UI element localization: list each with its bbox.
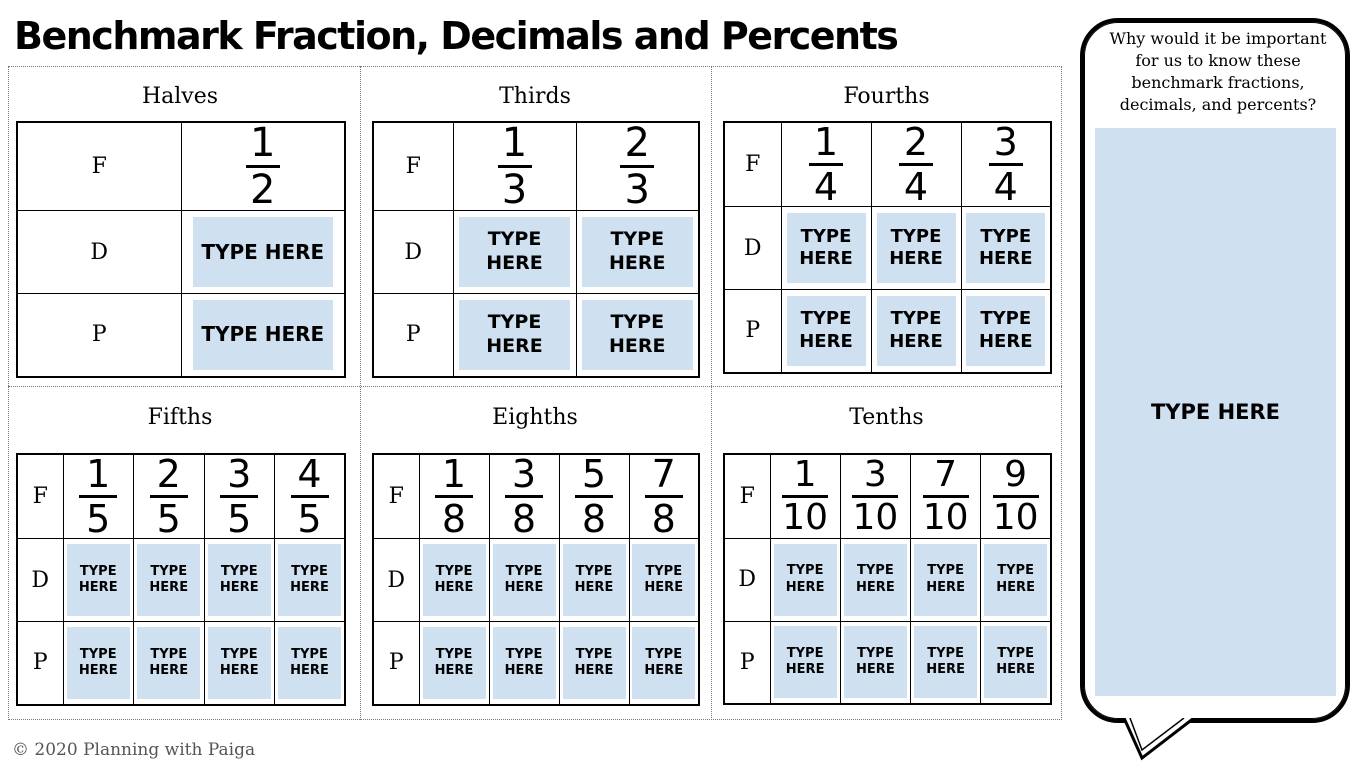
halves-table bbox=[16, 121, 346, 378]
fifths-percent-input-1[interactable] bbox=[67, 627, 130, 699]
reflection-answer-input[interactable]: TYPE HERE bbox=[1095, 128, 1336, 696]
percent-cell bbox=[63, 622, 134, 705]
fraction-cell bbox=[911, 454, 981, 538]
fifths-title: Fifths bbox=[147, 405, 213, 430]
eighths-percent-input-2[interactable] bbox=[493, 627, 556, 699]
placeholder-word: HERE bbox=[434, 580, 474, 595]
decimal-cell bbox=[63, 539, 134, 622]
fraction-1-5: $\frac{1}{5}$ bbox=[79, 455, 117, 538]
row-label-d: D bbox=[17, 539, 63, 622]
row-label-p: P bbox=[724, 621, 770, 704]
grid-divider bbox=[8, 386, 1062, 387]
fifths-percent-input-3[interactable] bbox=[208, 627, 271, 699]
placeholder-word: TYPE bbox=[927, 563, 964, 579]
percent-cell bbox=[204, 622, 275, 705]
tenths-table bbox=[723, 453, 1052, 705]
fraction-cell bbox=[770, 454, 840, 538]
fraction-cell bbox=[840, 454, 910, 538]
fraction-4-5: $\frac{4}{5}$ bbox=[291, 455, 329, 538]
placeholder-word: TYPE bbox=[997, 646, 1034, 661]
fourths-decimal-input-2[interactable] bbox=[877, 213, 956, 283]
percent-cell bbox=[489, 622, 559, 705]
placeholder-word: TYPE bbox=[890, 225, 942, 247]
percent-cell bbox=[961, 290, 1051, 373]
fraction-cell bbox=[629, 454, 699, 539]
halves-percent-input[interactable]: TYPE HERE bbox=[193, 300, 333, 370]
placeholder-word: HERE bbox=[504, 580, 544, 595]
fraction-cell bbox=[781, 122, 871, 207]
placeholder-word: TYPE bbox=[980, 225, 1032, 247]
placeholder-word: TYPE bbox=[505, 646, 543, 662]
placeholder-word: HERE bbox=[856, 579, 895, 595]
placeholder-word: TYPE bbox=[220, 646, 258, 662]
fifths-percent-input-2[interactable] bbox=[137, 627, 200, 699]
placeholder-word: HERE bbox=[978, 248, 1033, 269]
row-label-f: F bbox=[17, 122, 181, 211]
placeholder-word: TYPE bbox=[575, 646, 613, 662]
fraction-2-4: $\frac{2}{4}$ bbox=[899, 123, 933, 206]
eighths-decimal-input-1[interactable] bbox=[423, 544, 486, 616]
row-label-f: F bbox=[17, 454, 63, 539]
placeholder-word: TYPE bbox=[150, 646, 188, 662]
row-label-f: F bbox=[724, 454, 770, 538]
decimal-cell bbox=[275, 539, 346, 622]
placeholder-word: TYPE bbox=[610, 311, 665, 333]
fraction-cell bbox=[181, 122, 345, 211]
fraction-cell bbox=[576, 122, 699, 211]
fraction-5-8: $\frac{5}{8}$ bbox=[575, 455, 613, 538]
fourths-table bbox=[723, 121, 1052, 374]
placeholder-word: HERE bbox=[799, 330, 853, 352]
fraction-cell bbox=[871, 122, 961, 207]
placeholder-word: HERE bbox=[78, 580, 118, 595]
percent-cell bbox=[453, 294, 576, 377]
fraction-cell bbox=[275, 454, 346, 539]
halves-title: Halves bbox=[141, 84, 219, 109]
fourths-percent-input-3[interactable] bbox=[966, 296, 1045, 366]
row-label-d: D bbox=[724, 207, 781, 290]
fraction-7-10: $\frac{7}{10}$ bbox=[922, 453, 969, 538]
fraction-2-5: $\frac{2}{5}$ bbox=[150, 455, 188, 538]
percent-cell bbox=[275, 622, 346, 705]
fraction-cell bbox=[489, 454, 559, 539]
fraction-3-10: $\frac{3}{10}$ bbox=[852, 453, 899, 538]
thirds-decimal-input-1[interactable] bbox=[459, 217, 570, 287]
percent-cell bbox=[981, 621, 1051, 704]
row-label-d: D bbox=[373, 211, 453, 294]
percent-cell bbox=[840, 621, 910, 704]
tenths-percent-input-1[interactable] bbox=[774, 626, 837, 698]
row-label-d: D bbox=[373, 539, 419, 622]
fourths-title: Fourths bbox=[843, 84, 930, 109]
placeholder-word: TYPE bbox=[79, 646, 117, 662]
placeholder-word: TYPE bbox=[220, 563, 258, 579]
grid-divider bbox=[711, 66, 712, 720]
decimal-cell bbox=[961, 207, 1051, 290]
decimal-cell bbox=[559, 539, 629, 622]
thirds-percent-input-2[interactable] bbox=[582, 300, 693, 370]
fraction-7-8: $\frac{7}{8}$ bbox=[645, 455, 683, 538]
decimal-cell bbox=[489, 539, 559, 622]
placeholder-word: TYPE bbox=[291, 646, 328, 662]
fraction-1-4: $\frac{1}{4}$ bbox=[809, 123, 843, 206]
placeholder-word: TYPE bbox=[610, 228, 665, 251]
percent-cell bbox=[629, 622, 699, 705]
decimal-cell bbox=[871, 207, 961, 290]
fifths-decimal-input-2[interactable] bbox=[137, 544, 200, 616]
fifths-decimal-input-4[interactable] bbox=[278, 544, 341, 616]
placeholder-word: HERE bbox=[434, 662, 474, 678]
placeholder-word: HERE bbox=[926, 662, 965, 678]
fraction-cell bbox=[961, 122, 1051, 207]
percent-cell bbox=[781, 290, 871, 373]
fraction-9-10: $\frac{9}{10}$ bbox=[992, 453, 1039, 538]
tenths-percent-input-4[interactable] bbox=[984, 626, 1047, 698]
thirds-table bbox=[372, 121, 700, 378]
decimal-cell bbox=[840, 538, 910, 621]
halves-decimal-input[interactable]: TYPE HERE bbox=[193, 217, 333, 287]
tenths-decimal-input-4[interactable] bbox=[984, 544, 1047, 616]
placeholder-word: HERE bbox=[290, 580, 329, 595]
placeholder-word: TYPE bbox=[980, 308, 1032, 330]
placeholder-word: HERE bbox=[219, 580, 259, 595]
placeholder-word: TYPE bbox=[487, 228, 542, 251]
row-label-p: P bbox=[17, 622, 63, 705]
row-label-f: F bbox=[724, 122, 781, 207]
eighths-table bbox=[372, 453, 700, 706]
speech-bubble-tail-icon bbox=[1118, 718, 1208, 762]
fraction-cell bbox=[63, 454, 134, 539]
placeholder-word: TYPE bbox=[786, 646, 824, 661]
placeholder-word: TYPE bbox=[150, 563, 188, 579]
fourths-decimal-input-1[interactable] bbox=[787, 213, 866, 283]
decimal-cell bbox=[134, 539, 205, 622]
placeholder-word: TYPE bbox=[645, 563, 683, 579]
placeholder-word: HERE bbox=[996, 579, 1035, 595]
decimal-cell bbox=[981, 538, 1051, 621]
placeholder-word: HERE bbox=[574, 662, 614, 678]
fraction-cell bbox=[559, 454, 629, 539]
placeholder-word: TYPE bbox=[645, 646, 683, 662]
placeholder-word: HERE bbox=[149, 662, 189, 678]
fraction-cell bbox=[419, 454, 489, 539]
placeholder-word: HERE bbox=[996, 662, 1035, 678]
tenths-percent-input-3[interactable] bbox=[914, 626, 977, 698]
row-label-d: D bbox=[724, 538, 770, 621]
placeholder-word: HERE bbox=[609, 334, 666, 357]
placeholder-word: TYPE bbox=[786, 563, 824, 579]
placeholder-word: TYPE bbox=[800, 308, 852, 330]
placeholder-word: HERE bbox=[149, 580, 189, 595]
placeholder-word: HERE bbox=[609, 252, 666, 274]
fraction-3-4: $\frac{3}{4}$ bbox=[989, 123, 1023, 206]
fraction-1-3: $\frac{1}{3}$ bbox=[498, 123, 532, 210]
eighths-percent-input-4[interactable] bbox=[632, 627, 695, 699]
eighths-decimal-input-3[interactable] bbox=[563, 544, 626, 616]
placeholder-word: HERE bbox=[290, 662, 329, 678]
decimal-cell bbox=[576, 211, 699, 294]
fraction-1-10: $\frac{1}{10}$ bbox=[782, 453, 829, 538]
fraction-2-3: $\frac{2}{3}$ bbox=[620, 123, 654, 210]
placeholder-word: HERE bbox=[574, 580, 614, 595]
decimal-cell bbox=[770, 538, 840, 621]
fifths-table bbox=[16, 453, 346, 706]
tenths-decimal-input-1[interactable] bbox=[774, 544, 837, 616]
tenths-percent-input-2[interactable] bbox=[844, 626, 907, 698]
placeholder-word: TYPE bbox=[575, 563, 613, 579]
placeholder-word: HERE bbox=[785, 579, 825, 595]
grid-divider bbox=[360, 66, 361, 720]
eighths-decimal-input-2[interactable] bbox=[493, 544, 556, 616]
reflection-question: Why would it be important for us to know these benchmark fractions, decimals, and percents? bbox=[1109, 29, 1327, 114]
fraction-3-8: $\frac{3}{8}$ bbox=[505, 455, 543, 538]
decimal-cell bbox=[204, 539, 275, 622]
placeholder-word: TYPE bbox=[487, 311, 542, 333]
placeholder-word: HERE bbox=[219, 662, 259, 678]
thirds-percent-input-1[interactable] bbox=[459, 300, 570, 370]
decimal-cell bbox=[629, 539, 699, 622]
placeholder-word: TYPE bbox=[435, 563, 473, 579]
percent-cell bbox=[576, 294, 699, 377]
row-label-f: F bbox=[373, 454, 419, 539]
fourths-percent-input-1[interactable] bbox=[787, 296, 866, 366]
placeholder-word: HERE bbox=[889, 330, 943, 352]
placeholder-word: TYPE bbox=[857, 563, 894, 579]
placeholder-word: HERE bbox=[926, 579, 965, 595]
eighths-title: Eighths bbox=[492, 405, 578, 430]
placeholder-word: TYPE bbox=[505, 563, 543, 579]
fraction-cell bbox=[453, 122, 576, 211]
fraction-cell bbox=[134, 454, 205, 539]
decimal-cell bbox=[181, 211, 345, 294]
row-label-p: P bbox=[17, 294, 181, 377]
placeholder-word: HERE bbox=[504, 662, 544, 678]
decimal-cell bbox=[781, 207, 871, 290]
placeholder-word: HERE bbox=[978, 330, 1033, 352]
row-label-f: F bbox=[373, 122, 453, 211]
tenths-decimal-input-3[interactable] bbox=[914, 544, 977, 616]
fraction-cell bbox=[981, 454, 1051, 538]
placeholder-word: TYPE bbox=[435, 646, 473, 662]
fourths-percent-input-2[interactable] bbox=[877, 296, 956, 366]
placeholder-word: HERE bbox=[78, 662, 118, 678]
placeholder-word: HERE bbox=[486, 252, 543, 274]
row-label-p: P bbox=[373, 294, 453, 377]
placeholder-word: TYPE bbox=[997, 563, 1034, 579]
copyright: © 2020 Planning with Paiga bbox=[12, 740, 256, 760]
fifths-decimal-input-3[interactable] bbox=[208, 544, 271, 616]
placeholder-word: TYPE bbox=[79, 563, 117, 579]
percent-cell bbox=[559, 622, 629, 705]
thirds-title: Thirds bbox=[499, 84, 571, 109]
percent-cell bbox=[871, 290, 961, 373]
fraction-3-5: $\frac{3}{5}$ bbox=[220, 455, 258, 538]
percent-cell bbox=[419, 622, 489, 705]
decimal-cell bbox=[911, 538, 981, 621]
row-label-p: P bbox=[373, 622, 419, 705]
placeholder-word: TYPE bbox=[890, 308, 942, 330]
placeholder-word: HERE bbox=[486, 334, 543, 357]
fraction-1-8: $\frac{1}{8}$ bbox=[435, 455, 473, 538]
percent-cell bbox=[911, 621, 981, 704]
eighths-decimal-input-4[interactable] bbox=[632, 544, 695, 616]
placeholder-word: HERE bbox=[889, 248, 943, 269]
eighths-percent-input-1[interactable] bbox=[423, 627, 486, 699]
decimal-cell bbox=[453, 211, 576, 294]
page-title: Benchmark Fraction, Decimals and Percents bbox=[14, 14, 898, 58]
thirds-decimal-input-2[interactable] bbox=[582, 217, 693, 287]
placeholder-word: HERE bbox=[644, 662, 684, 678]
tenths-title: Tenths bbox=[849, 405, 924, 430]
placeholder-word: TYPE bbox=[927, 646, 964, 661]
percent-cell bbox=[770, 621, 840, 704]
row-label-d: D bbox=[17, 211, 181, 294]
placeholder-word: HERE bbox=[856, 662, 895, 678]
eighths-percent-input-3[interactable] bbox=[563, 627, 626, 699]
fifths-percent-input-4[interactable] bbox=[278, 627, 341, 699]
fraction-cell bbox=[204, 454, 275, 539]
placeholder-word: HERE bbox=[644, 580, 684, 595]
placeholder-word: HERE bbox=[785, 662, 825, 678]
tenths-decimal-input-2[interactable] bbox=[844, 544, 907, 616]
row-label-p: P bbox=[724, 290, 781, 373]
placeholder-word: TYPE bbox=[800, 225, 852, 247]
decimal-cell bbox=[419, 539, 489, 622]
placeholder-word: TYPE bbox=[291, 563, 328, 579]
fourths-decimal-input-3[interactable] bbox=[966, 213, 1045, 283]
percent-cell bbox=[134, 622, 205, 705]
fifths-decimal-input-1[interactable] bbox=[67, 544, 130, 616]
fraction-1-2: $\frac{1}{2}$ bbox=[246, 123, 280, 210]
percent-cell bbox=[181, 294, 345, 377]
placeholder-word: TYPE bbox=[857, 646, 894, 661]
placeholder-word: HERE bbox=[799, 248, 853, 269]
